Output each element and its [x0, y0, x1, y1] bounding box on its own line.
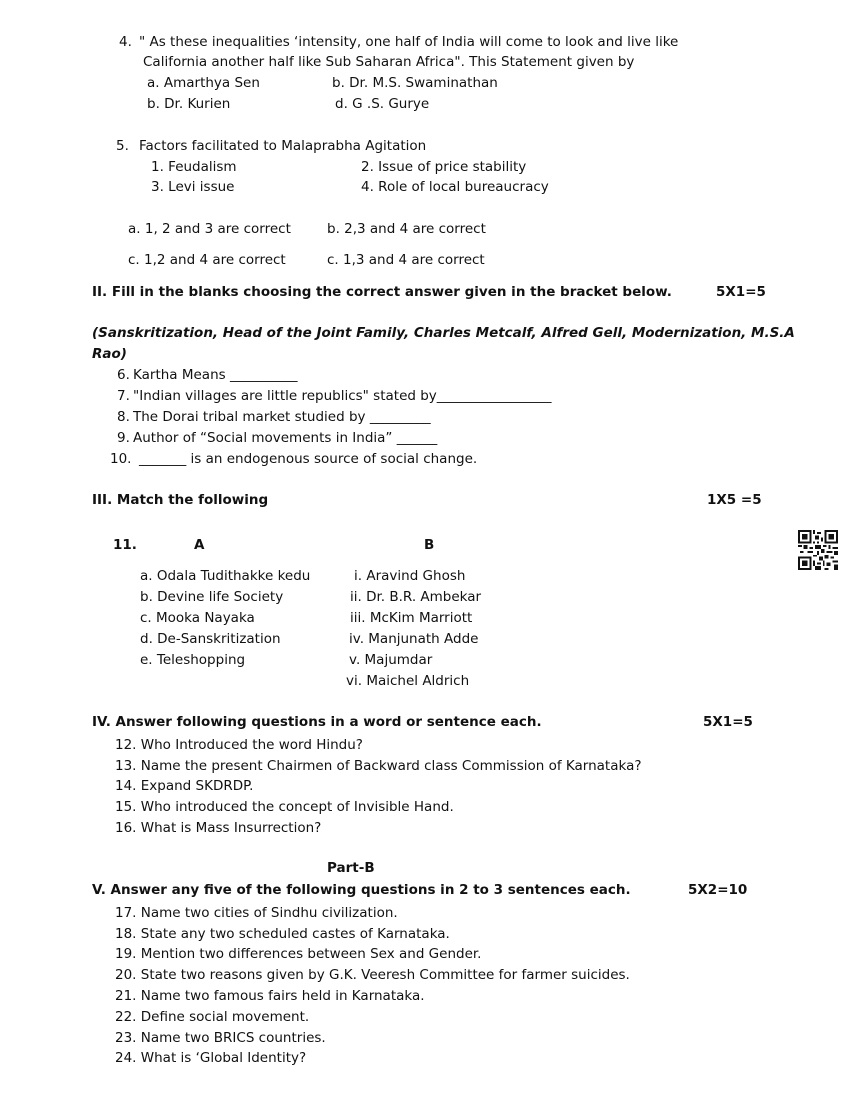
section-3-marks: 1X5 =5 [707, 492, 762, 508]
question-item: 14. Expand SKDRDP. [115, 778, 254, 794]
match-left-item: a. Odala Tudithakke kedu [140, 568, 311, 584]
q5-option-b: b. 2,3 and 4 are correct [327, 221, 486, 237]
match-right-item: vi. Maichel Aldrich [346, 673, 470, 689]
match-right-item: v. Majumdar [349, 652, 433, 668]
question-item: 20. State two reasons given by G.K. Veeresh Committee for farmer suicides. [115, 967, 630, 983]
q5-item-1: 1. Feudalism [151, 159, 237, 175]
q5-item-4: 4. Role of local bureaucracy [361, 179, 549, 195]
q5-option-a: a. 1, 2 and 3 are correct [128, 221, 291, 237]
match-left-item: e. Teleshopping [140, 652, 246, 668]
q5-option-d: c. 1,3 and 4 are correct [327, 252, 485, 268]
question-item: 16. What is Mass Insurrection? [115, 820, 322, 836]
part-b-title: Part-B [327, 860, 375, 876]
section-2-bracket-line1: (Sanskritization, Head of the Joint Family, Charles Metcalf, Alfred Gell, Modernization, M.S.A [92, 325, 795, 341]
q4-number: 4. [119, 34, 132, 50]
match-question-number: 11. [113, 537, 137, 553]
q5-option-c: c. 1,2 and 4 are correct [128, 252, 286, 268]
question-item: 21. Name two famous fairs held in Karnataka. [115, 988, 425, 1004]
match-left-item: b. Devine life Society [140, 589, 284, 605]
fill-blank-text: The Dorai tribal market studied by _________ [133, 409, 431, 425]
question-item: 13. Name the present Chairmen of Backward class Commission of Karnataka? [115, 758, 642, 774]
fill-blank-text: Kartha Means __________ [133, 367, 298, 383]
match-left-item: c. Mooka Nayaka [140, 610, 255, 626]
match-right-item: iv. Manjunath Adde [349, 631, 479, 647]
fill-blank-num: 8. [117, 409, 130, 425]
q5-item-2: 2. Issue of price stability [361, 159, 527, 175]
fill-blank-text: Author of “Social movements in India” ______ [133, 430, 438, 446]
question-item: 24. What is ‘Global Identity? [115, 1050, 307, 1066]
section-2-bracket-line2: Rao) [92, 346, 127, 362]
q4-text-line2: California another half like Sub Saharan Africa". This Statement given by [143, 54, 635, 70]
fill-blank-num: 6. [117, 367, 130, 383]
question-item: 12. Who Introduced the word Hindu? [115, 737, 363, 753]
q5-number: 5. [116, 138, 129, 154]
fill-blank-text: "Indian villages are little republics" stated by_________________ [133, 388, 552, 404]
section-2-marks: 5X1=5 [716, 284, 766, 300]
match-right-item: iii. McKim Marriott [350, 610, 473, 626]
section-4-marks: 5X1=5 [703, 714, 753, 730]
match-right-item: i. Aravind Ghosh [354, 568, 466, 584]
q5-item-3: 3. Levi issue [151, 179, 235, 195]
question-item: 19. Mention two differences between Sex and Gender. [115, 946, 482, 962]
column-a-header: A [194, 537, 205, 553]
qr-code-icon [798, 530, 838, 570]
column-b-header: B [424, 537, 435, 553]
q4-option-d: d. G .S. Gurye [335, 96, 430, 112]
question-item: 15. Who introduced the concept of Invisible Hand. [115, 799, 454, 815]
section-5-marks: 5X2=10 [688, 882, 748, 898]
section-3-heading: III. Match the following [92, 492, 269, 508]
q4-option-a: a. Amarthya Sen [147, 75, 260, 91]
match-right-item: ii. Dr. B.R. Ambekar [350, 589, 482, 605]
fill-blank-num: 10. [110, 451, 132, 467]
section-5-heading: V. Answer any five of the following questions in 2 to 3 sentences each. [92, 882, 631, 898]
q4-option-c: b. Dr. Kurien [147, 96, 231, 112]
match-left-item: d. De-Sanskritization [140, 631, 281, 647]
question-item: 18. State any two scheduled castes of Karnataka. [115, 926, 450, 942]
fill-blank-num: 9. [117, 430, 130, 446]
q5-text: Factors facilitated to Malaprabha Agitation [139, 138, 427, 154]
question-item: 22. Define social movement. [115, 1009, 310, 1025]
q4-option-b: b. Dr. M.S. Swaminathan [332, 75, 498, 91]
section-2-heading: II. Fill in the blanks choosing the correct answer given in the bracket below. [92, 284, 672, 300]
section-4-heading: IV. Answer following questions in a word or sentence each. [92, 714, 542, 730]
q4-text-line1: " As these inequalities ‘intensity, one half of India will come to look and live like [139, 34, 679, 50]
question-item: 23. Name two BRICS countries. [115, 1030, 326, 1046]
question-item: 17. Name two cities of Sindhu civilization. [115, 905, 398, 921]
fill-blank-text: _______ is an endogenous source of social change. [139, 451, 478, 467]
fill-blank-num: 7. [117, 388, 130, 404]
